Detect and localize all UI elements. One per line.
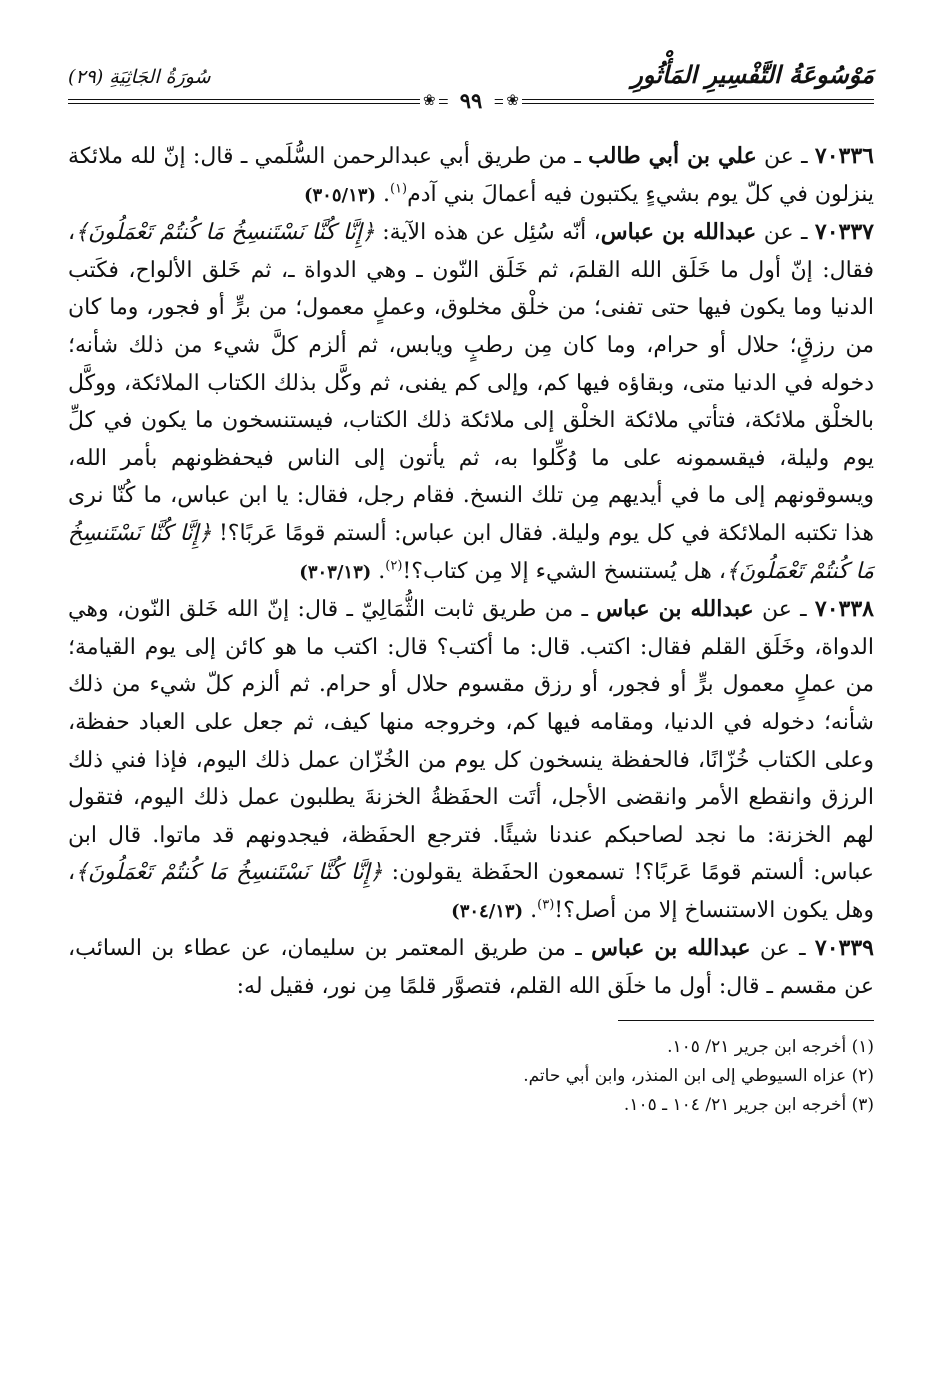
volume-reference: (٣٠٣/١٣) (299, 561, 372, 583)
entry-text: . (371, 558, 386, 584)
hadith-entry (68, 930, 874, 1005)
footnotes (68, 1033, 874, 1120)
entry-number: ٧٠٣٣٧ (814, 219, 874, 246)
entry-number: ٧٠٣٣٨ (814, 596, 874, 623)
entry-connector: ـ عن (750, 936, 815, 962)
hadith-entry (68, 591, 874, 930)
ornament-right-icon: ❀ (503, 91, 522, 109)
narrator-name: عبدالله بن عباس (600, 219, 757, 246)
footnote-marker: (١) (389, 181, 408, 197)
footnote-divider (618, 1020, 874, 1021)
volume-reference: (٣٠٤/١٣) (451, 900, 524, 922)
quran-verse: ﴿إِنَّا كُنَّا نَسْتَنسِخُ مَا كُنتُمْ تَعْمَلُونَ﴾ (68, 520, 874, 584)
entry-text: ـ من طريق المعتمر بن سليمان، عن عطاء بن السائب، عن مقسم ـ قال: أول ما خلَق الله القلم، فتصوَّر قلمًا مِن نور، فقيل له: (68, 936, 874, 1000)
entry-text: . (375, 181, 390, 207)
surah-title: سُورَةُ الجَاثِيَةِ (٢٩) (68, 66, 211, 88)
footnote: (١) أخرجه ابن جرير ٢١/ ١٠٥. (667, 1036, 874, 1057)
footnote-marker: (٢) (385, 558, 403, 574)
entry-text: ، وهل يكون الاستنساخ إلا من أصل؟! (68, 860, 874, 923)
narrator-name: عبدالله بن عباس (596, 596, 754, 623)
entry-text: ـ من طريق ثابت الثُّمَالِيّ ـ قال: إنّ الله خَلق النّون، وهي الدواة، وخَلَق القلم فقال: اكتب. قال: ما أكتب؟ قال: اكتب ما هو كائن إلى يوم القيامة؛ من عملٍ معمول برٍّ أو فجور، أو رزق مقسوم حلال أو حرام. ثم ألزم كلّ شيء من ذلك شأنه؛ دخوله في الدنيا، ومقامه فيها كم، وخروجه منها كيف، ثم جعل على العباد حفظة، وعلى الكتاب خُزّانًا، فالحفظة ينسخون كل يوم من الخُزّان عمل ذلك اليوم، فإذا فني ذلك الرزق وانقطع الأمر وانقضى الأجل، أتَت الحفَظةُ الخزنةَ يطلبون عمل ذلك اليوم، فتقول لهم الخزنة: ما نجد لصاحبكم عندنا شيئًا. فترجع الحفَظة، فيجدونهم قد ماتوا. قال ابن عباس: ألستم قومًا عَربًا؟! تسمعون الحفَظة يقولون: (68, 597, 874, 886)
entry-connector: ـ عن (753, 597, 815, 623)
ornament-left-icon: ❀ (420, 91, 439, 109)
footnote-marker: (٣) (537, 897, 555, 913)
footnote: (٢) عزاه السيوطي إلى ابن المنذر، وابن أبي حاتم. (523, 1065, 874, 1086)
entry-number: ٧٠٣٣٦ (814, 143, 874, 169)
entry-connector: ـ عن (756, 220, 815, 246)
entry-connector: ـ عن (756, 144, 815, 169)
entry-text: ، فقال: إنّ أول ما خَلَق الله القلمَ، ثم خَلَق النّون ـ وهي الدواة ـ، ثم خَلق الألواح، فكَتب الدنيا وما يكون فيها حتى تفنى؛ من خلْق مخلوق، وعملٍ معمول؛ من برٍّ أو فجور، وما كان من رزقٍ؛ حلال أو حرام، وما كان مِن رطبٍ ويابس، ثم ألزم كلَّ شيء من ذلك شأنه؛ دخوله في الدنيا متى، وبقاؤه فيها كم، وإلى كم يفنى، ثم وكَّل بذلك الكتاب الملائكة، ووكَّل بالخلْق ملائكة، فتأتي ملائكة الخلْق إلى ملائكة ذلك الكتاب، فيستنسخون ما يكون في كلِّ يوم وليلة، فيقسمونه على ما وُكِّلوا به، ثم يأتون إلى الناس فيحفظونهم بأمر الله، ويسوقونهم إلى ما في أيديهم مِن تلك النسخ. فقام رجل، فقال: يا ابن عباس، ما كُنّا نرى هذا تكتبه الملائكة في كل يوم وليلة. فقال ابن عباس: ألستم قومًا عَربًا؟! (68, 220, 875, 546)
main-text (68, 138, 874, 1006)
book-page (68, 58, 874, 1338)
entry-text: ـ من طريق أبي عبدالرحمن السُّلَمي ـ قال: إنّ لله ملائكة ينزلون في كلّ يوم بشيءٍ يكتبون فيه أعمالَ بني آدم (68, 144, 874, 207)
quran-verse: ﴿إِنَّا كُنَّا نَسْتَنسِخُ مَا كُنتُمْ تَعْمَلُونَ﴾ (75, 860, 383, 886)
entry-text: . (523, 897, 538, 923)
footnote: (٣) أخرجه ابن جرير ٢١/ ١٠٤ ـ ١٠٥. (623, 1094, 874, 1115)
hadith-entry (68, 214, 874, 591)
narrator-name: عبدالله بن عباس (591, 935, 751, 962)
entry-text: ، هل يُستنسخ الشيء إلا مِن كتاب؟! (402, 558, 726, 584)
entry-text: ، أنّه سُئِل عن هذه الآية: (374, 220, 601, 246)
entry-number: ٧٠٣٣٩ (814, 935, 874, 962)
quran-verse: ﴿إِنَّا كُنَّا نَسْتَنسِخُ مَا كُنتُمْ تَعْمَلُونَ﴾ (75, 220, 375, 246)
volume-reference: (٣٠٥/١٣) (303, 184, 376, 206)
series-title: مَوْسُوعَةُ التَّفْسِيرِ المَأْثُورِ (631, 60, 874, 89)
hadith-entry (68, 138, 874, 214)
narrator-name: علي بن أبي طالب (588, 143, 757, 169)
page-number: ٩٩ (448, 88, 495, 113)
page-header (68, 58, 874, 113)
